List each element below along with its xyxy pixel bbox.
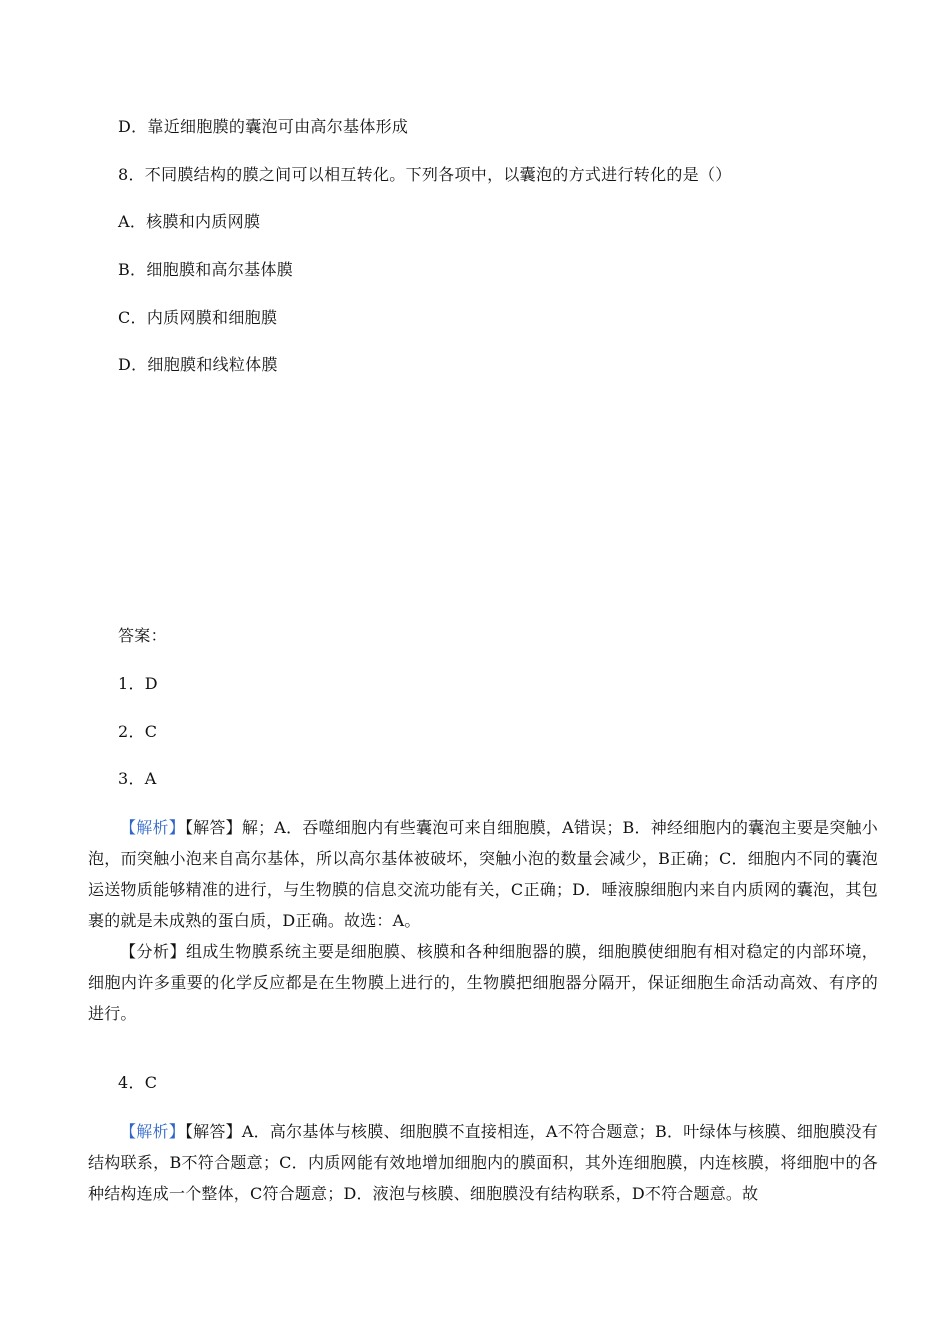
question7-option-d: D．靠近细胞膜的囊泡可由高尔基体形成 bbox=[118, 117, 409, 136]
question8-option-a: A．核膜和内质网膜 bbox=[118, 212, 261, 231]
answer-3-analysis bbox=[88, 812, 878, 936]
answer-1: 1．D bbox=[118, 674, 158, 693]
answer-3: 3．A bbox=[118, 769, 157, 788]
answer-4: 4．C bbox=[118, 1073, 158, 1092]
analysis-text: 【解答】A．高尔基体与核膜、细胞膜不直接相连，A不符合题意；B．叶绿体与核膜、细胞膜没有结构联系，B不符合题意；C．内质网能有效地增加细胞内的膜面积，其外连细胞膜，内连核膜，将细胞中的各种结构连成一个整体，C符合题意；D．液泡与核膜、细胞膜没有结构联系，D不符合题意。故 bbox=[88, 1122, 878, 1203]
answer-4-analysis bbox=[88, 1116, 878, 1209]
answer-3-fenxi: 【分析】组成生物膜系统主要是细胞膜、核膜和各种细胞器的膜，细胞膜使细胞有相对稳定的内部环境，细胞内许多重要的化学反应都是在生物膜上进行的，生物膜把细胞器分隔开，保证细胞生命活动高效、有序的进行。 bbox=[88, 942, 878, 1023]
question8-option-b: B．细胞膜和高尔基体膜 bbox=[118, 260, 294, 279]
question8-option-c: C．内质网膜和细胞膜 bbox=[118, 308, 278, 327]
analysis-tag: 【解析】 bbox=[120, 1122, 185, 1141]
question8-stem: 8．不同膜结构的膜之间可以相互转化。下列各项中，以囊泡的方式进行转化的是（） bbox=[118, 165, 732, 184]
analysis-tag: 【解析】 bbox=[120, 818, 185, 837]
question8-option-d: D．细胞膜和线粒体膜 bbox=[118, 355, 278, 374]
analysis-text: 【解答】解；A．吞噬细胞内有些囊泡可来自细胞膜，A错误；B．神经细胞内的囊泡主要是突触小泡，而突触小泡来自高尔基体，所以高尔基体被破坏，突触小泡的数量会减少，B正确；C．细胞内不同的囊泡运送物质能够精准的进行，与生物膜的信息交流功能有关，C正确；D．唾液腺细胞内来自内质网的囊泡，其包裹的就是未成熟的蛋白质，D正确。故选：A。 bbox=[88, 818, 878, 930]
answers-heading: 答案： bbox=[118, 626, 167, 645]
answer-2: 2．C bbox=[118, 722, 158, 741]
